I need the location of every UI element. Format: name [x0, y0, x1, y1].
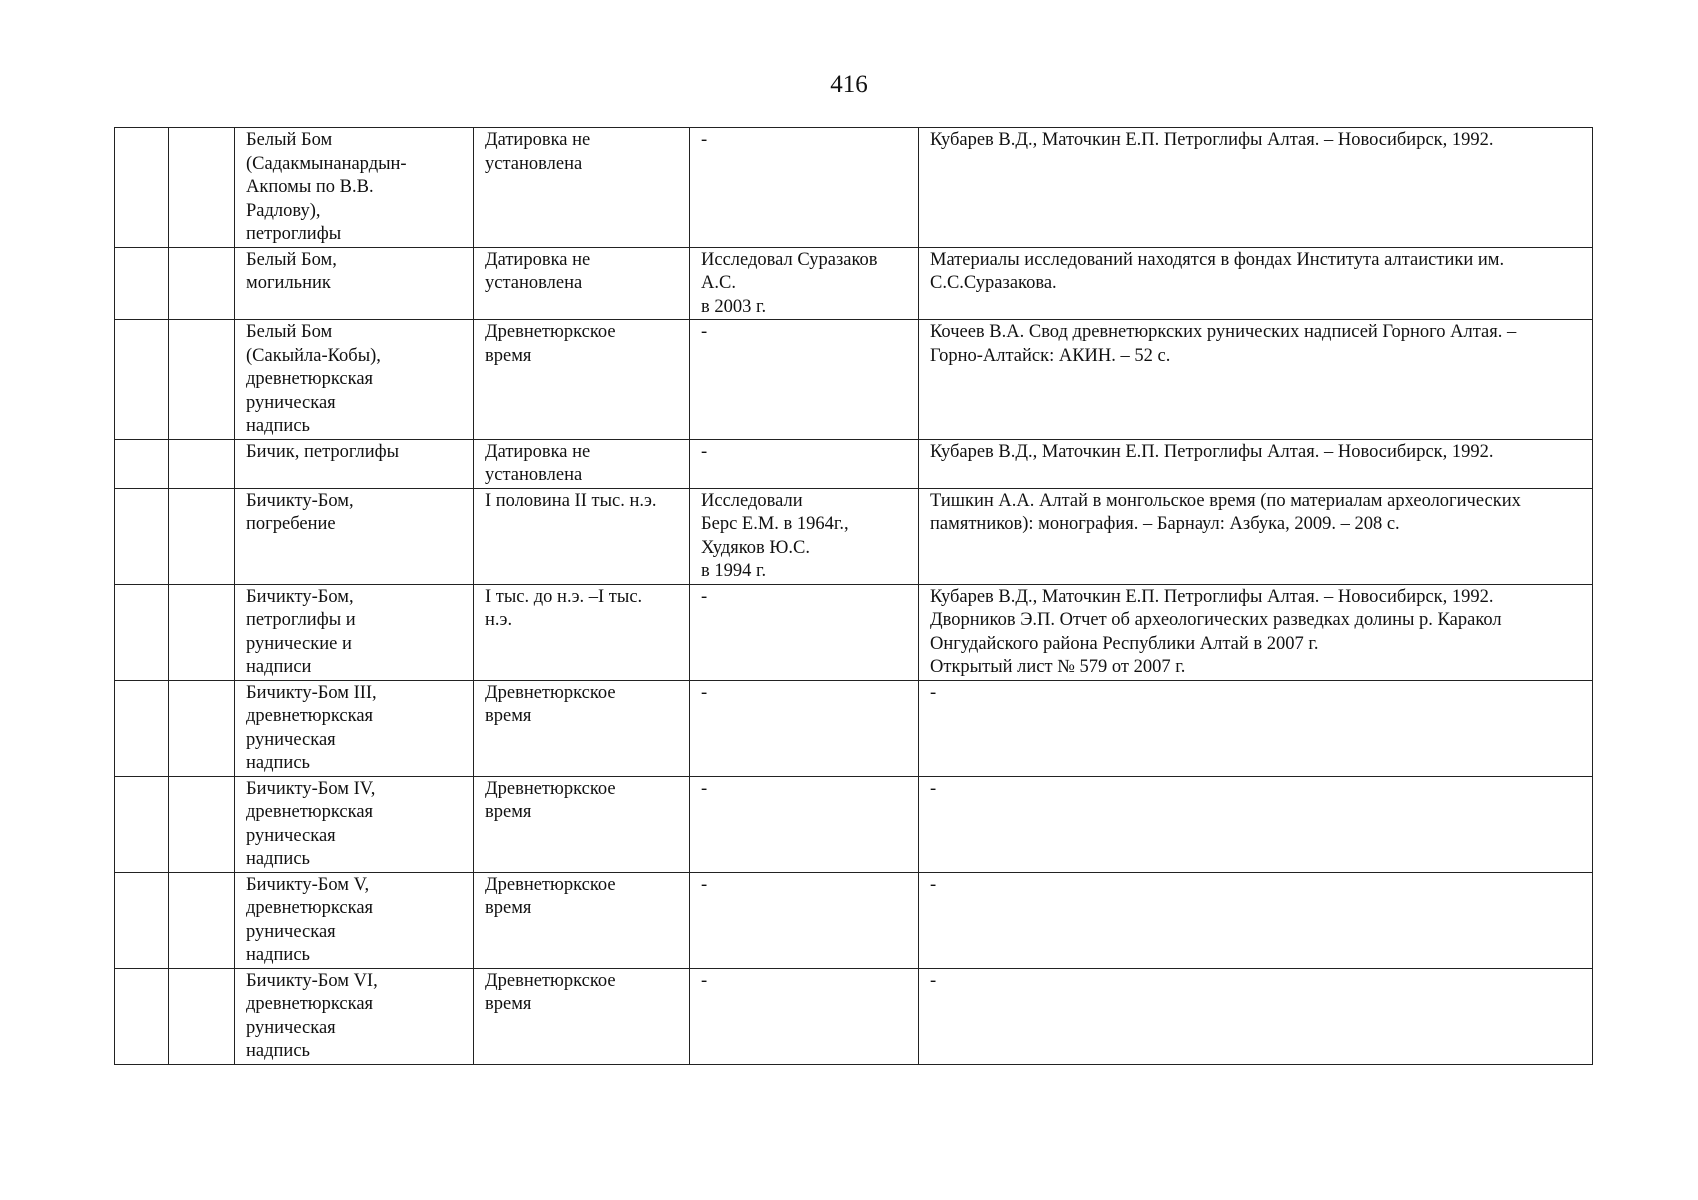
research-cell: -	[690, 872, 919, 968]
monuments-table	[114, 127, 1593, 1065]
monument-name-cell: Белый Бом, могильник	[235, 247, 474, 320]
literature-cell: Кочеев В.А. Свод древнетюркских рунических надписей Горного Алтая. – Горно-Алтайск: АКИН. – 52 с.	[919, 320, 1593, 440]
monument-name-cell: Бичикту-Бом IV, древнетюркская руническая надпись	[235, 776, 474, 872]
literature-cell: Кубарев В.Д., Маточкин Е.П. Петроглифы Алтая. – Новосибирск, 1992. Дворников Э.П. Отчет об археологических разведках долины р. Каракол Онгудайского района Республики Алтай в 2007 г. Открытый лист № 579 от 2007 г.	[919, 584, 1593, 680]
number-cell	[115, 320, 169, 440]
page-number: 416	[830, 71, 868, 98]
monument-name-cell: Бичик, петроглифы	[235, 439, 474, 488]
research-cell: -	[690, 968, 919, 1064]
research-cell: Исследовал Суразаков А.С. в 2003 г.	[690, 247, 919, 320]
dating-cell: Датировка не установлена	[474, 128, 690, 248]
table-row	[115, 128, 1593, 248]
literature-cell: Кубарев В.Д., Маточкин Е.П. Петроглифы Алтая. – Новосибирск, 1992.	[919, 128, 1593, 248]
table-row	[115, 680, 1593, 776]
dating-cell: Древнетюркское время	[474, 776, 690, 872]
dating-cell: I половина II тыс. н.э.	[474, 488, 690, 584]
dating-cell: Древнетюркское время	[474, 680, 690, 776]
dating-cell: I тыс. до н.э. –I тыс. н.э.	[474, 584, 690, 680]
code-cell	[169, 968, 235, 1064]
research-cell: Исследовали Берс Е.М. в 1964г., Худяков Ю.С. в 1994 г.	[690, 488, 919, 584]
dating-cell: Древнетюркское время	[474, 872, 690, 968]
table-row	[115, 439, 1593, 488]
number-cell	[115, 776, 169, 872]
code-cell	[169, 128, 235, 248]
table-row	[115, 320, 1593, 440]
table-row	[115, 247, 1593, 320]
monument-name-cell: Белый Бом (Садакмынанардын- Акпомы по В.В. Радлову), петроглифы	[235, 128, 474, 248]
number-cell	[115, 439, 169, 488]
number-cell	[115, 968, 169, 1064]
number-cell	[115, 680, 169, 776]
monument-name-cell: Бичикту-Бом, погребение	[235, 488, 474, 584]
code-cell	[169, 776, 235, 872]
number-cell	[115, 584, 169, 680]
code-cell	[169, 680, 235, 776]
code-cell	[169, 320, 235, 440]
research-cell: -	[690, 320, 919, 440]
monument-name-cell: Бичикту-Бом, петроглифы и рунические и надписи	[235, 584, 474, 680]
dating-cell: Датировка не установлена	[474, 247, 690, 320]
literature-cell: Кубарев В.Д., Маточкин Е.П. Петроглифы Алтая. – Новосибирск, 1992.	[919, 439, 1593, 488]
table-row	[115, 776, 1593, 872]
research-cell: -	[690, 439, 919, 488]
number-cell	[115, 128, 169, 248]
code-cell	[169, 439, 235, 488]
table-row	[115, 872, 1593, 968]
literature-cell: -	[919, 872, 1593, 968]
dating-cell: Древнетюркское время	[474, 320, 690, 440]
dating-cell: Древнетюркское время	[474, 968, 690, 1064]
table-row	[115, 584, 1593, 680]
research-cell: -	[690, 128, 919, 248]
monument-name-cell: Бичикту-Бом V, древнетюркская руническая надпись	[235, 872, 474, 968]
monument-name-cell: Белый Бом (Сакыйла-Кобы), древнетюркская руническая надпись	[235, 320, 474, 440]
code-cell	[169, 584, 235, 680]
table-row	[115, 968, 1593, 1064]
code-cell	[169, 488, 235, 584]
literature-cell: -	[919, 968, 1593, 1064]
literature-cell: Материалы исследований находятся в фондах Института алтаистики им. С.С.Суразакова.	[919, 247, 1593, 320]
number-cell	[115, 247, 169, 320]
code-cell	[169, 247, 235, 320]
research-cell: -	[690, 584, 919, 680]
dating-cell: Датировка не установлена	[474, 439, 690, 488]
research-cell: -	[690, 680, 919, 776]
monument-name-cell: Бичикту-Бом III, древнетюркская руническая надпись	[235, 680, 474, 776]
number-cell	[115, 488, 169, 584]
table-row	[115, 488, 1593, 584]
research-cell: -	[690, 776, 919, 872]
code-cell	[169, 872, 235, 968]
literature-cell: -	[919, 680, 1593, 776]
literature-cell: Тишкин А.А. Алтай в монгольское время (по материалам археологических памятников): монография. – Барнаул: Азбука, 2009. – 208 с.	[919, 488, 1593, 584]
literature-cell: -	[919, 776, 1593, 872]
number-cell	[115, 872, 169, 968]
monument-name-cell: Бичикту-Бом VI, древнетюркская руническая надпись	[235, 968, 474, 1064]
